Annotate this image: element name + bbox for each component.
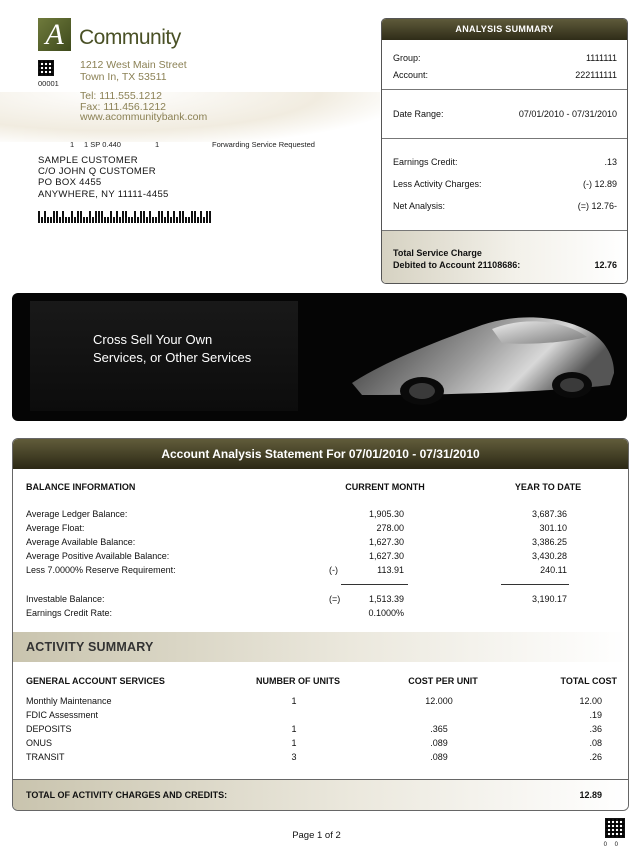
service-name: TRANSIT bbox=[26, 752, 65, 762]
balance-row-current: 278.00 bbox=[376, 523, 404, 533]
mailing-line: PO BOX 4455 bbox=[38, 177, 102, 189]
barcode-bar bbox=[38, 211, 40, 223]
balance-row-label: Average Positive Available Balance: bbox=[26, 551, 170, 561]
sort-code-2: 1 SP 0.440 bbox=[84, 140, 121, 149]
barcode-bar bbox=[89, 211, 91, 223]
barcode-bar bbox=[65, 217, 67, 223]
summary-net-value: (=) 12.76- bbox=[577, 201, 617, 211]
forwarding-note: Forwarding Service Requested bbox=[212, 140, 315, 149]
barcode-bar bbox=[143, 211, 145, 223]
barcode-bar bbox=[125, 211, 127, 223]
page-number: Page 1 of 2 bbox=[292, 830, 341, 841]
barcode-bar bbox=[107, 217, 109, 223]
barcode-bar bbox=[41, 217, 43, 223]
barcode-bar bbox=[56, 211, 58, 223]
mailing-address bbox=[38, 155, 169, 200]
barcode-bar bbox=[194, 211, 196, 223]
summary-divider bbox=[382, 89, 627, 90]
current-month-subtotal-rule bbox=[341, 584, 408, 585]
banner-line1: Cross Sell Your Own bbox=[93, 332, 213, 347]
summary-divider bbox=[382, 138, 627, 139]
summary-activity-row bbox=[393, 179, 617, 189]
postal-barcode bbox=[38, 211, 211, 223]
barcode-bar bbox=[44, 211, 46, 223]
barcode-bar bbox=[68, 217, 70, 223]
service-units: 1 bbox=[291, 738, 297, 748]
service-cost-per-unit: 12.000 bbox=[425, 696, 453, 706]
sort-code-3: 1 bbox=[155, 140, 160, 149]
balance-row-ytd: 3,430.28 bbox=[531, 551, 567, 561]
sort-code-1: 1 bbox=[70, 140, 75, 149]
barcode-bar bbox=[170, 217, 172, 223]
promo-banner[interactable] bbox=[12, 293, 627, 421]
barcode-bar bbox=[80, 211, 82, 223]
bank-tel: Tel: 111.555.1212 bbox=[80, 90, 162, 102]
barcode-bar bbox=[131, 217, 133, 223]
summary-account-value: 222111111 bbox=[575, 70, 617, 80]
barcode-bar bbox=[95, 211, 97, 223]
service-cost-per-unit: .089 bbox=[430, 738, 448, 748]
bank-logo bbox=[38, 18, 71, 51]
summary-total-label2: Debited to Account 21108686: bbox=[393, 260, 521, 270]
barcode-bar bbox=[179, 211, 181, 223]
balance-row-label: Average Available Balance: bbox=[26, 537, 136, 547]
barcode-bar bbox=[128, 217, 130, 223]
balance-row-sign: (-) bbox=[329, 565, 338, 575]
service-name: ONUS bbox=[26, 738, 53, 748]
investable-balance-ytd: 3,190.17 bbox=[531, 594, 567, 604]
barcode-bar bbox=[74, 217, 76, 223]
summary-total-line2 bbox=[393, 260, 617, 270]
barcode-bar bbox=[173, 211, 175, 223]
banner-text bbox=[93, 331, 251, 367]
barcode-bar bbox=[185, 217, 187, 223]
summary-group-row bbox=[393, 53, 617, 63]
barcode-bar bbox=[155, 217, 157, 223]
qr-code-icon bbox=[38, 60, 54, 76]
summary-activity-value: (-) 12.89 bbox=[582, 179, 617, 189]
summary-total-label1: Total Service Charge bbox=[393, 248, 482, 258]
barcode-bar bbox=[149, 211, 151, 223]
banner-line2: Services, or Other Services bbox=[93, 350, 252, 365]
balance-row-ytd: 3,386.25 bbox=[531, 537, 567, 547]
bank-name: Community bbox=[79, 26, 181, 49]
barcode-bar bbox=[119, 217, 121, 223]
barcode-bar bbox=[209, 211, 211, 223]
barcode-bar bbox=[167, 211, 169, 223]
footer-code: 0 0 bbox=[603, 842, 621, 848]
summary-date-range-label: Date Range: bbox=[393, 109, 444, 119]
balance-info-header: BALANCE INFORMATION bbox=[26, 482, 136, 492]
barcode-bar bbox=[116, 211, 118, 223]
service-total-cost: .26 bbox=[589, 752, 602, 762]
barcode-bar bbox=[47, 217, 49, 223]
barcode-bar bbox=[71, 211, 73, 223]
barcode-bar bbox=[98, 211, 100, 223]
balance-row-ytd: 3,687.36 bbox=[531, 509, 567, 519]
service-units: 1 bbox=[291, 724, 297, 734]
total-cost-header: TOTAL COST bbox=[560, 676, 617, 686]
barcode-bar bbox=[101, 211, 103, 223]
barcode-bar bbox=[92, 217, 94, 223]
service-total-cost: .08 bbox=[589, 738, 602, 748]
bank-address-line2: Town In, TX 53511 bbox=[80, 71, 167, 83]
cost-per-unit-header: COST PER UNIT bbox=[408, 676, 478, 686]
service-cost-per-unit: .089 bbox=[430, 752, 448, 762]
barcode-bar bbox=[191, 211, 193, 223]
barcode-bar bbox=[83, 217, 85, 223]
service-total-cost: .19 bbox=[589, 710, 602, 720]
bank-website: www.acommunitybank.com bbox=[80, 111, 208, 123]
analysis-summary-title: ANALYSIS SUMMARY bbox=[382, 19, 627, 40]
year-to-date-header: YEAR TO DATE bbox=[514, 482, 582, 492]
barcode-bar bbox=[59, 217, 61, 223]
balance-row-current: 1,905.30 bbox=[368, 509, 404, 519]
balance-row-ytd: 301.10 bbox=[539, 523, 567, 533]
barcode-bar bbox=[137, 217, 139, 223]
statement-title: Account Analysis Statement For 07/01/2010 - 07/31/2010 bbox=[13, 439, 628, 469]
investable-balance-current: 1,513.39 bbox=[368, 594, 404, 604]
barcode-bar bbox=[161, 211, 163, 223]
summary-net-row bbox=[393, 201, 617, 211]
summary-account-label: Account: bbox=[393, 70, 429, 80]
summary-account-row bbox=[393, 70, 617, 80]
balance-row-current: 113.91 bbox=[377, 565, 404, 575]
mailing-line: ANYWHERE, NY 11111-4455 bbox=[38, 188, 169, 200]
barcode-bar bbox=[182, 211, 184, 223]
analysis-summary-box bbox=[381, 18, 628, 284]
barcode-bar bbox=[158, 211, 160, 223]
barcode-bar bbox=[197, 217, 199, 223]
total-charges-label: TOTAL OF ACTIVITY CHARGES AND CREDITS: bbox=[26, 790, 228, 800]
balance-row-label: Average Float: bbox=[26, 523, 85, 533]
ytd-subtotal-rule bbox=[501, 584, 569, 585]
balance-row-label: Less 7.0000% Reserve Requirement: bbox=[26, 565, 176, 575]
barcode-bar bbox=[50, 217, 52, 223]
barcode-bar bbox=[110, 211, 112, 223]
service-name: FDIC Assessment bbox=[26, 710, 99, 720]
barcode-bar bbox=[164, 217, 166, 223]
service-name: Monthly Maintenance bbox=[26, 696, 112, 706]
barcode-bar bbox=[53, 211, 55, 223]
activity-summary-title: ACTIVITY SUMMARY bbox=[26, 640, 154, 654]
summary-earnings-row bbox=[393, 157, 617, 167]
service-total-cost: 12.00 bbox=[579, 696, 602, 706]
barcode-bar bbox=[206, 211, 208, 223]
earnings-credit-rate-label: Earnings Credit Rate: bbox=[26, 608, 113, 618]
summary-earnings-label: Earnings Credit: bbox=[393, 157, 458, 167]
summary-group-label: Group: bbox=[393, 53, 421, 63]
barcode-bar bbox=[104, 217, 106, 223]
mailing-line: SAMPLE CUSTOMER bbox=[38, 155, 138, 166]
car-icon bbox=[342, 303, 622, 413]
logo-letter: A bbox=[45, 18, 64, 51]
summary-date-range-row bbox=[393, 109, 617, 119]
barcode-bar bbox=[62, 211, 64, 223]
qr-code-icon bbox=[605, 818, 625, 838]
summary-earnings-value: .13 bbox=[604, 157, 617, 167]
barcode-bar bbox=[188, 217, 190, 223]
balance-row-current: 1,627.30 bbox=[368, 537, 404, 547]
barcode-bar bbox=[203, 217, 205, 223]
general-services-header: GENERAL ACCOUNT SERVICES bbox=[26, 676, 165, 686]
service-units: 1 bbox=[291, 696, 297, 706]
summary-total-value: 12.76 bbox=[594, 260, 617, 270]
barcode-bar bbox=[86, 217, 88, 223]
service-units: 3 bbox=[291, 752, 297, 762]
mailing-line: C/O JOHN Q CUSTOMER bbox=[38, 166, 156, 178]
barcode-bar bbox=[134, 211, 136, 223]
balance-row-ytd: 240.11 bbox=[540, 565, 567, 575]
summary-total-line1 bbox=[393, 248, 617, 258]
bank-fax: Fax: 111.456.1212 bbox=[80, 101, 167, 113]
investable-balance-sign: (=) bbox=[329, 594, 341, 604]
service-cost-per-unit: .365 bbox=[430, 724, 448, 734]
barcode-bar bbox=[176, 217, 178, 223]
total-charges-value: 12.89 bbox=[579, 790, 602, 800]
barcode-bar bbox=[152, 217, 154, 223]
barcode-bar bbox=[77, 211, 79, 223]
summary-net-label: Net Analysis: bbox=[393, 201, 446, 211]
number-of-units-header: NUMBER OF UNITS bbox=[256, 676, 340, 686]
current-month-header: CURRENT MONTH bbox=[345, 482, 425, 492]
bank-address-line1: 1212 West Main Street bbox=[80, 59, 187, 71]
earnings-credit-rate-value: 0.1000% bbox=[368, 608, 404, 618]
account-analysis-statement bbox=[12, 438, 629, 811]
service-total-cost: .36 bbox=[589, 724, 602, 734]
summary-activity-label: Less Activity Charges: bbox=[393, 179, 482, 189]
barcode-bar bbox=[200, 211, 202, 223]
barcode-bar bbox=[113, 217, 115, 223]
barcode-bar bbox=[146, 217, 148, 223]
barcode-bar bbox=[122, 211, 124, 223]
balance-row-current: 1,627.30 bbox=[368, 551, 404, 561]
barcode-bar bbox=[140, 211, 142, 223]
service-name: DEPOSITS bbox=[26, 724, 72, 734]
investable-balance-label: Investable Balance: bbox=[26, 594, 105, 604]
summary-group-value: 1111111 bbox=[585, 53, 617, 63]
summary-date-range-value: 07/01/2010 - 07/31/2010 bbox=[518, 109, 617, 119]
qr-code-number: 00001 bbox=[38, 79, 59, 88]
balance-row-label: Average Ledger Balance: bbox=[26, 509, 128, 519]
